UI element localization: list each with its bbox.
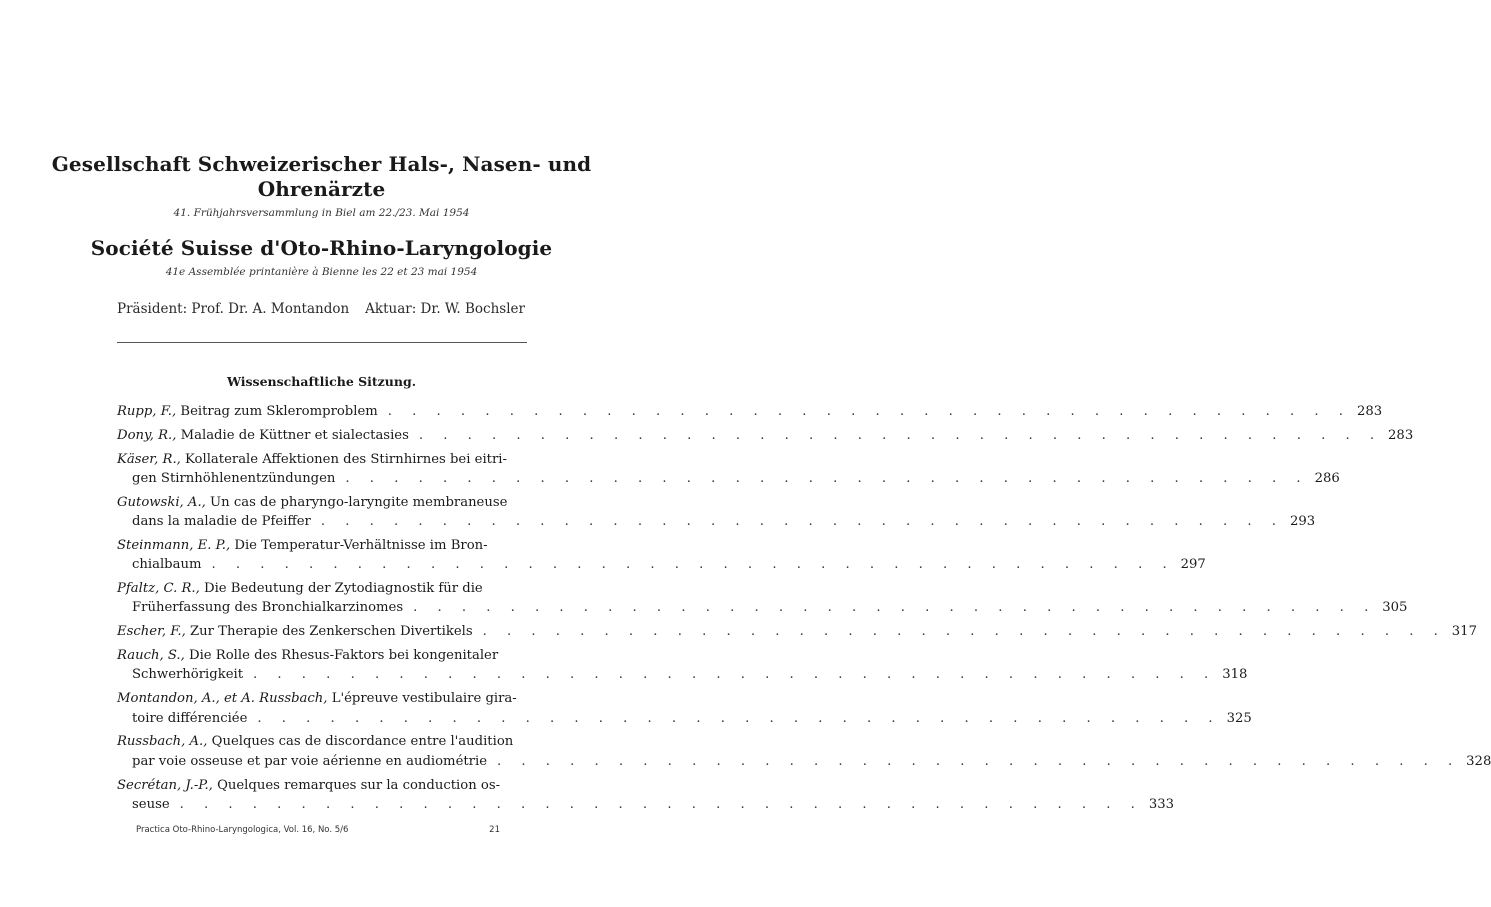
toc-author: Montandon, A., et A. Russbach,	[117, 691, 328, 707]
toc-entry	[117, 689, 1252, 728]
toc-author: Secrétan, J.-P.,	[117, 777, 213, 793]
toc-entry	[117, 493, 1316, 532]
toc-entry-text	[117, 493, 507, 512]
toc-entry-text	[117, 579, 483, 598]
leader-dots: . . . . . . . . . . . . . . . . . . . . . . . . . . . . . . . . . . . . . . . .	[482, 624, 1446, 640]
toc-page-number: 317	[1451, 624, 1477, 640]
session-heading: Wissenschaftliche Sitzung.	[226, 374, 417, 389]
toc-page-number: 328	[1466, 753, 1491, 769]
page-number: 21	[489, 825, 500, 835]
toc-entry-text	[117, 426, 409, 445]
toc-author: Escher, F.,	[117, 624, 186, 640]
toc-page-number: 293	[1290, 514, 1316, 530]
toc-entry-text	[117, 402, 378, 421]
french-meeting-subtitle: 41e Assemblée printanière à Bienne les 22 et 23 mai 1954	[165, 266, 478, 278]
toc-page-number: 283	[1388, 427, 1414, 443]
toc-title-line2: par voie osseuse et par voie aérienne en audiométrie	[132, 753, 487, 769]
horizontal-divider	[117, 342, 527, 343]
toc-title-line2: Früherfassung des Bronchialkarzinomes	[132, 600, 404, 616]
toc-author: Steinmann, E. P.,	[117, 537, 231, 553]
toc-author: Dony, R.,	[117, 427, 177, 443]
toc-entry	[117, 579, 1408, 618]
toc-title-line2: Schwerhörigkeit	[132, 667, 244, 683]
toc-title-line2: chialbaum	[132, 557, 202, 573]
page-footer	[136, 825, 500, 841]
toc-page-number: 305	[1382, 600, 1408, 616]
toc-title-line1: Quelques remarques sur la conduction os-	[217, 777, 501, 793]
toc-entry	[117, 450, 1340, 489]
toc-author: Rauch, S.,	[117, 648, 185, 664]
toc-entry	[117, 776, 1174, 815]
leader-dots: . . . . . . . . . . . . . . . . . . . . . . . . . . . . . . . . . . . . . . . .	[387, 404, 1351, 419]
leader-dots: . . . . . . . . . . . . . . . . . . . . . . . . . . . . . . . . . . . . . . . .	[418, 427, 1383, 443]
toc-title-line1: Maladie de Küttner et sialectasies	[180, 427, 409, 443]
toc-entry-text	[117, 689, 517, 708]
toc-entry-text	[117, 776, 500, 795]
toc-entry	[117, 732, 1491, 771]
toc-page-number: 325	[1226, 710, 1252, 726]
toc-entry-text	[117, 450, 507, 469]
toc-title-line1: Un cas de pharyngo-laryngite membraneuse	[210, 494, 508, 510]
officers-line	[117, 301, 525, 321]
toc-entry	[117, 622, 1477, 641]
leader-dots: . . . . . . . . . . . . . . . . . . . . . . . . . . . . . . . . . . . . . . . .	[320, 514, 1284, 530]
toc-title-line1: L'épreuve vestibulaire gira-	[331, 691, 517, 707]
toc-title-line1: Die Rolle des Rhesus-Faktors bei kongenitaler	[189, 648, 499, 664]
toc-page-number: 283	[1356, 404, 1383, 419]
toc-entry	[117, 402, 1383, 421]
toc-title-line2: toire différenciée	[132, 710, 248, 726]
toc-title-line2: dans la maladie de Pfeiffer	[132, 514, 311, 530]
leader-dots: . . . . . . . . . . . . . . . . . . . . . . . . . . . . . . . . . . . . . . . .	[413, 600, 1377, 616]
toc-title-line1: Quelques cas de discordance entre l'audition	[211, 734, 514, 750]
toc-title-line1: Die Temperatur-Verhältnisse im Bron-	[234, 537, 488, 553]
toc-page-number: 286	[1314, 470, 1340, 486]
toc-entry	[117, 426, 1414, 445]
toc-author: Pfaltz, C. R.,	[117, 581, 200, 597]
toc-title-line1: Beitrag zum Skleromproblem	[180, 404, 378, 419]
toc-entry-text	[117, 646, 498, 665]
toc-page-number: 318	[1222, 667, 1248, 683]
president-text: Präsident: Prof. Dr. A. Montandon	[117, 301, 350, 317]
toc-title-line1: Die Bedeutung der Zytodiagnostik für die	[204, 581, 483, 597]
german-society-title-line2: Ohrenärzte	[257, 177, 386, 201]
secretary-text: Aktuar: Dr. W. Bochsler	[365, 301, 525, 317]
toc-author: Käser, R.,	[117, 451, 181, 467]
toc-entry-text	[117, 732, 513, 751]
leader-dots: . . . . . . . . . . . . . . . . . . . . . . . . . . . . . . . . . . . . . . . .	[211, 557, 1175, 573]
toc-title-line1: Zur Therapie des Zenkerschen Divertikels	[190, 624, 473, 640]
toc-entry	[117, 536, 1206, 575]
french-society-title: Société Suisse d'Oto-Rhino-Laryngologie	[90, 236, 553, 260]
toc-title-line2: gen Stirnhöhlenentzündungen	[132, 470, 336, 486]
german-meeting-subtitle: 41. Frühjahrsversammlung in Biel am 22./23. Mai 1954	[173, 207, 470, 219]
german-society-title-line1: Gesellschaft Schweizerischer Hals-, Nasen- und	[51, 152, 592, 176]
leader-dots: . . . . . . . . . . . . . . . . . . . . . . . . . . . . . . . . . . . . . . . .	[497, 753, 1461, 769]
leader-dots: . . . . . . . . . . . . . . . . . . . . . . . . . . . . . . . . . . . . . . . .	[257, 710, 1221, 726]
toc-author: Russbach, A.,	[117, 734, 208, 750]
toc-author: Rupp, F.,	[117, 404, 177, 419]
toc-title-line2: seuse	[132, 796, 170, 812]
leader-dots: . . . . . . . . . . . . . . . . . . . . . . . . . . . . . . . . . . . . . . . .	[345, 470, 1309, 486]
table-of-contents	[117, 402, 1491, 819]
journal-citation: Practica Oto-Rhino-Laryngologica, Vol. 16, No. 5/6	[136, 825, 349, 835]
toc-entry-text	[117, 622, 473, 641]
toc-page-number: 297	[1180, 557, 1206, 573]
toc-page-number: 333	[1148, 796, 1174, 812]
toc-entry	[117, 646, 1248, 685]
toc-author: Gutowski, A.,	[117, 494, 206, 510]
toc-entry-text	[117, 536, 488, 555]
leader-dots: . . . . . . . . . . . . . . . . . . . . . . . . . . . . . . . . . . . . . . . .	[179, 796, 1143, 812]
toc-title-line1: Kollaterale Affektionen des Stirnhirnes bei eitri-	[185, 451, 507, 467]
leader-dots: . . . . . . . . . . . . . . . . . . . . . . . . . . . . . . . . . . . . . . . .	[253, 667, 1217, 683]
